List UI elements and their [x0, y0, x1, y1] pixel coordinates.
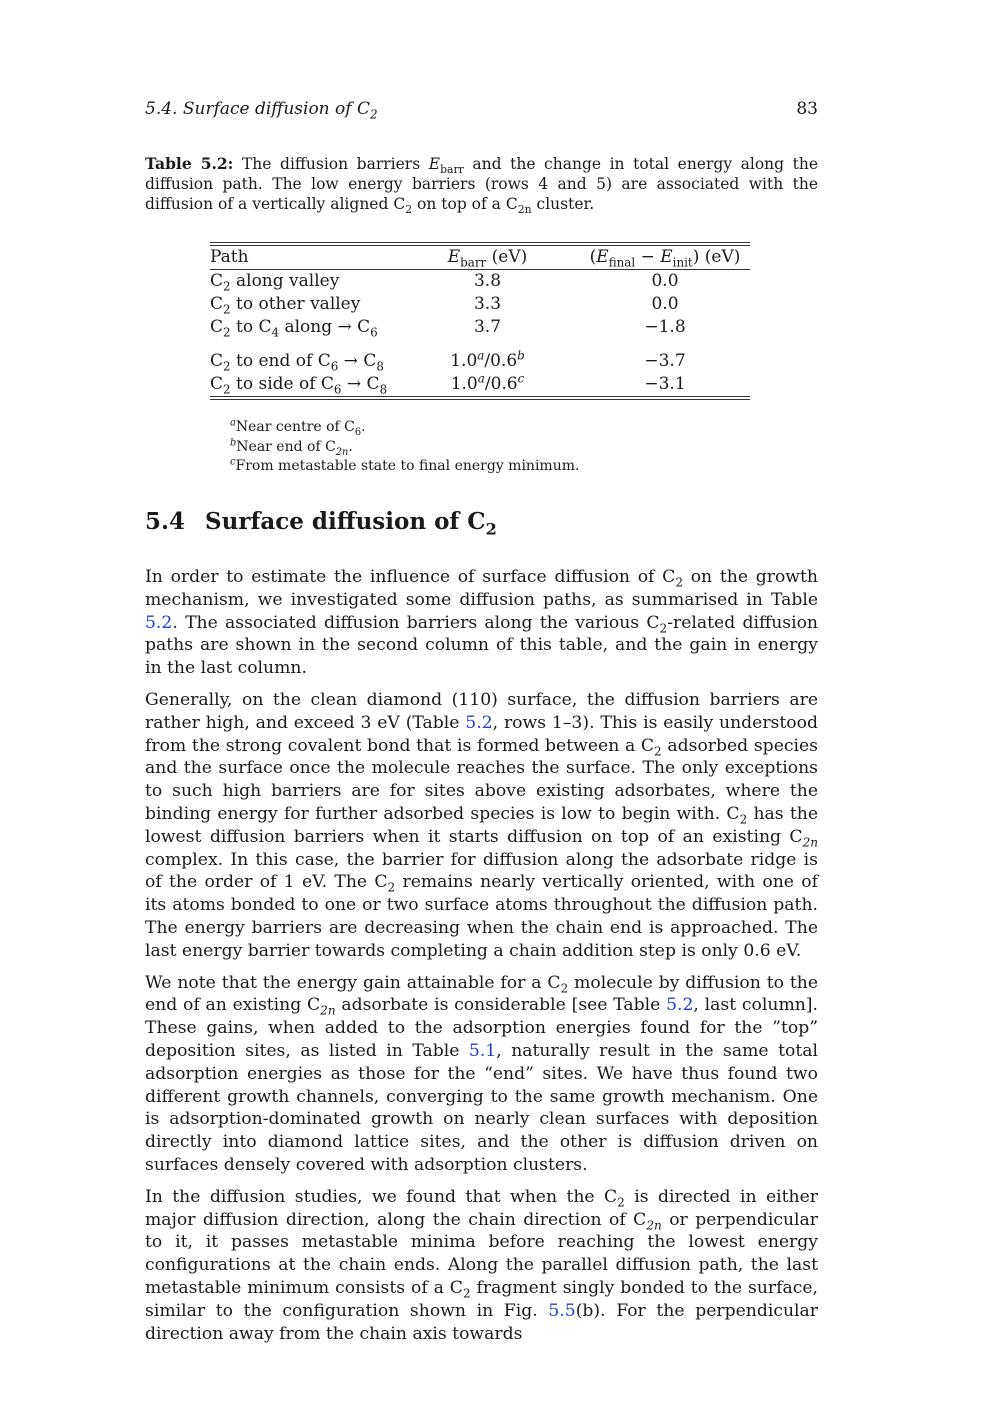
paragraph: Generally, on the clean diamond (110) surface, the diffusion barriers are rather high, and exceed 3 eV (Table 5.2, rows 1–3). This is easily understood from the strong covalent bond that is formed between a $C_2$ adsorbed species and the surface once the molecule reaches the surface. The only exceptions to such high barriers are for sites above existing adsorbates, where the binding energy for further adsorbed species is low to begin with. $C_2$ has the lowest diffusion barriers when it starts diffusion on top of an existing $C_{2n}$ complex. In this case, the barrier for diffusion along the adsorbate ridge is of the order of 1 eV. The $C_2$ remains nearly vertically oriented, with one of its atoms bonded to one or two surface atoms throughout the diffusion path. The energy barriers are decreasing when the chain end is approached. The last energy barrier towards completing a chain addition step is only 0.6 eV. [145, 689, 819, 961]
table-row: $C_2$ to $C_4$ along → $C_6$ 3.7 −1.8 [210, 317, 686, 340]
section-heading: 5.4 Surface diffusion of $C_2$ [145, 508, 497, 539]
diffusion-table [210, 242, 750, 400]
caption-label: Table 5.2: [145, 154, 234, 173]
table-link[interactable]: 5.1 [468, 1040, 497, 1061]
table-row: $C_2$ to side of $C_6 \to C_8$ 1.0$^a$/0.6$^c$ −3.1 [210, 371, 686, 397]
table-row: $C_2$ along valley 3.8 0.0 [210, 271, 679, 294]
table-link[interactable]: 5.2 [666, 995, 694, 1016]
table-header-row: Path $E_{barr}$ (eV) $(E_{final} - E_{init})$ (eV) [210, 247, 741, 270]
paragraph: We note that the energy gain attainable for a $C_2$ molecule by diffusion to the end of an existing $C_{2n}$ adsorbate is considerable [see Table 5.2, last column]. These gains, when added to the adsorption energies found for the ”top” deposition sites, as listed in Table 5.1, naturally result in the same total adsorption energies as those for the “end” sites. We have thus found two different growth channels, converging to the same growth mechanism. One is adsorption-dominated growth on nearly clean surfaces with deposition directly into diamond lattice sites, and the other is diffusion driven on surfaces densely covered with adsorption clusters. [145, 972, 819, 1175]
paragraph: In order to estimate the influence of surface diffusion of $C_2$ on the growth mechanism, we investigated some diffusion paths, as summarised in Table 5.2. The associated diffusion barriers along the various $C_2$-related diffusion paths are shown in the second column of this table, and the gain in energy in the last column. [145, 567, 818, 679]
table-link[interactable]: 5.2 [465, 712, 493, 733]
header-section: 5.4. Surface diffusion of $C_2$ [145, 99, 378, 122]
body-text [145, 566, 818, 1354]
table-row: $C_2$ to end of $C_6 \to C_8$ 1.0$^a$/0.6$^b$ −3.7 [210, 348, 686, 374]
running-header [145, 99, 818, 122]
figure-link[interactable]: 5.5 [548, 1300, 576, 1321]
table-row: $C_2$ to other valley 3.3 0.0 [210, 294, 679, 317]
page-number: 83 [796, 99, 818, 119]
table-link[interactable]: 5.2 [145, 612, 173, 633]
footnote: $^a$Near centre of $C_6$. [230, 417, 366, 438]
paragraph: In the diffusion studies, we found that when the $C_2$ is directed in either major diffusion direction, along the chain direction of $C_{2n}$ or perpendicular to it, it passes metastable minima before reaching the lowest energy configurations at the chain ends. Along the parallel diffusion path, the last metastable minimum consists of a $C_2$ fragment singly bonded to the surface, similar to the configuration shown in Fig. 5.5(b). For the perpendicular direction away from the chain axis towards [145, 1186, 818, 1344]
footnote: $^b$Near end of $C_{2n}$. [230, 436, 353, 458]
footnote: $^c$From metastable state to final energy minimum. [230, 456, 580, 474]
table-footnotes [230, 418, 579, 477]
table-caption: Table 5.2: The diffusion barriers $E_{barr}$ and the change in total energy along the diffusion path. The low energy barriers (rows 4 and 5) are associated with the diffusion of a vertically aligned $C_2$ on top of a $C_{2n}$ cluster. [145, 154, 819, 217]
